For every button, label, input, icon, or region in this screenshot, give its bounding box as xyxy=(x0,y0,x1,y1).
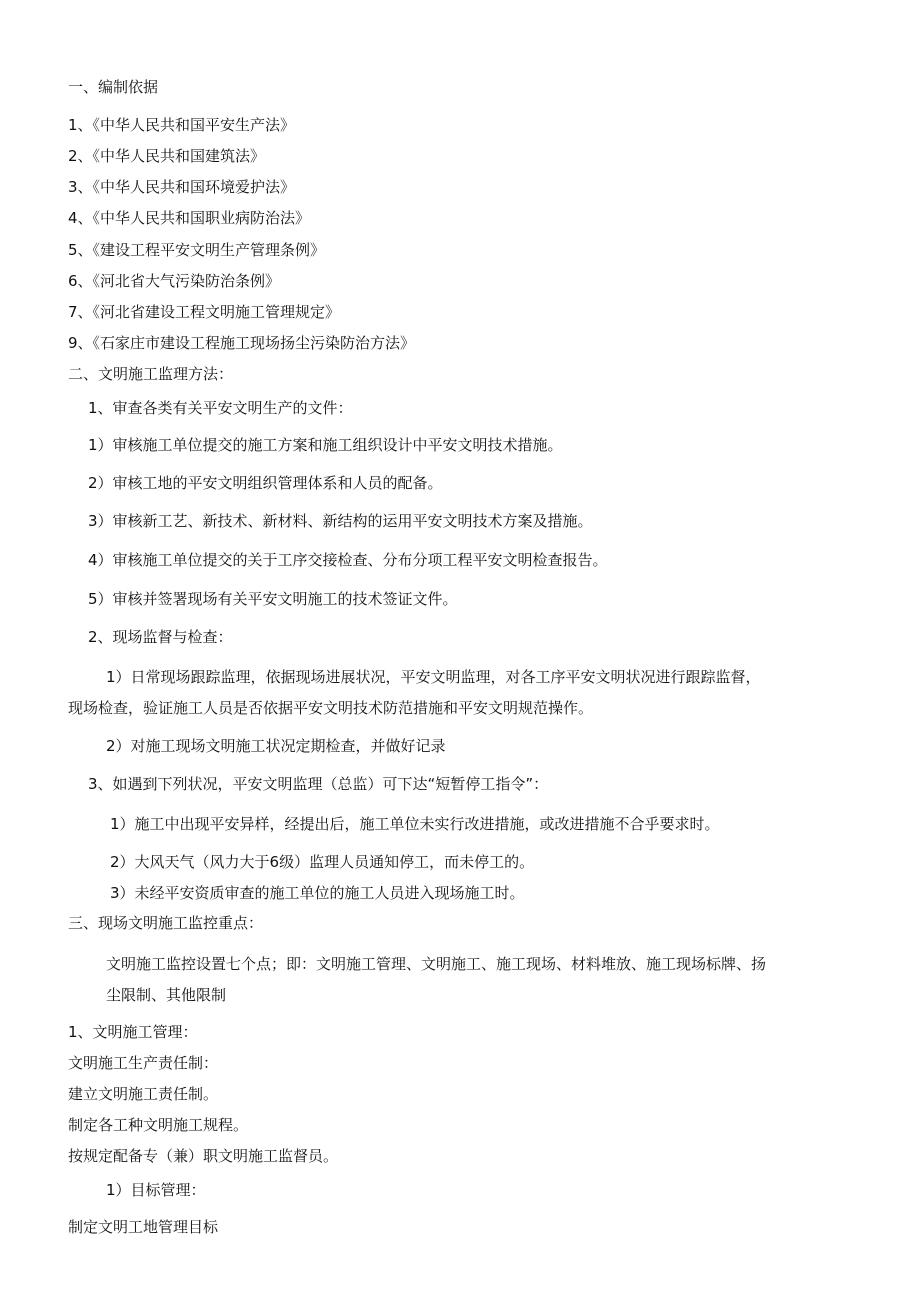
basis-item-3: 3、《中华人民共和国环境爱护法》 xyxy=(68,178,296,196)
stop-work-item-3: 3）未经平安资质审查的施工单位的施工人员进入现场施工时。 xyxy=(110,884,525,902)
stop-work-item-2: 2）大风天气（风力大于6级）监理人员通知停工，而未停工的。 xyxy=(110,853,535,871)
basis-item-5: 5、《建设工程平安文明生产管理条例》 xyxy=(68,241,326,259)
basis-item-4: 4、《中华人民共和国职业病防治法》 xyxy=(68,209,311,227)
management-line-4: 按规定配备专（兼）职文明施工监督员。 xyxy=(68,1147,339,1165)
heading-monitoring-focus: 三、现场文明施工监控重点： xyxy=(68,914,264,932)
basis-item-9: 9、《石家庄市建设工程施工现场扬尘污染防治方法》 xyxy=(68,334,416,352)
inspection-item-2: 2）对施工现场文明施工状况定期检查，并做好记录 xyxy=(106,737,446,755)
review-item-4: 4）审核施工单位提交的关于工序交接检查、分布分项工程平安文明检查报告。 xyxy=(88,551,608,569)
management-line-2: 建立文明施工责任制。 xyxy=(68,1085,219,1103)
subheading-review-documents: 1、审查各类有关平安文明生产的文件： xyxy=(88,399,353,417)
basis-item-7: 7、《河北省建设工程文明施工管理规定》 xyxy=(68,303,341,321)
subheading-civilized-management: 1、文明施工管理： xyxy=(68,1023,198,1041)
subheading-target-management: 1）目标管理： xyxy=(106,1181,206,1199)
review-item-2: 2）审核工地的平安文明组织管理体系和人员的配备。 xyxy=(88,474,443,492)
management-line-3: 制定各工种文明施工规程。 xyxy=(68,1116,249,1134)
subheading-stop-work: 3、如遇到下列状况，平安文明监理（总监）可下达“短暂停工指令”： xyxy=(88,775,549,793)
inspection-item-1: 1）日常现场跟踪监理，依据现场进展状况，平安文明监理，对各工序平安文明状况进行跟踪监督， xyxy=(106,668,761,686)
subheading-site-inspection: 2、现场监督与检查： xyxy=(88,628,233,646)
review-item-1: 1）审核施工单位提交的施工方案和施工组织设计中平安文明技术措施。 xyxy=(88,436,563,454)
management-line-1: 文明施工生产责任制： xyxy=(68,1054,219,1072)
basis-item-1: 1、《中华人民共和国平安生产法》 xyxy=(68,116,296,134)
heading-basis: 一、编制依据 xyxy=(68,78,159,96)
basis-item-6: 6、《河北省大气污染防治条例》 xyxy=(68,272,281,290)
monitoring-focus-text: 文明施工监控设置七个点；即：文明施工管理、文明施工、施工现场、材料堆放、施工现场标牌、扬 xyxy=(106,955,767,973)
basis-item-2: 2、《中华人民共和国建筑法》 xyxy=(68,147,266,165)
review-item-5: 5）审核并签署现场有关平安文明施工的技术签证文件。 xyxy=(88,590,458,608)
heading-supervision-methods: 二、文明施工监理方法： xyxy=(68,365,234,383)
target-management-text: 制定文明工地管理目标 xyxy=(68,1218,219,1236)
inspection-item-1-continued: 现场检查，验证施工人员是否依据平安文明技术防范措施和平安文明规范操作。 xyxy=(68,699,594,717)
monitoring-focus-text-continued: 尘限制、其他限制 xyxy=(106,986,227,1004)
review-item-3: 3）审核新工艺、新技术、新材料、新结构的运用平安文明技术方案及措施。 xyxy=(88,512,593,530)
stop-work-item-1: 1）施工中出现平安异样，经提出后，施工单位未实行改进措施，或改进措施不合乎要求时。 xyxy=(110,815,720,833)
